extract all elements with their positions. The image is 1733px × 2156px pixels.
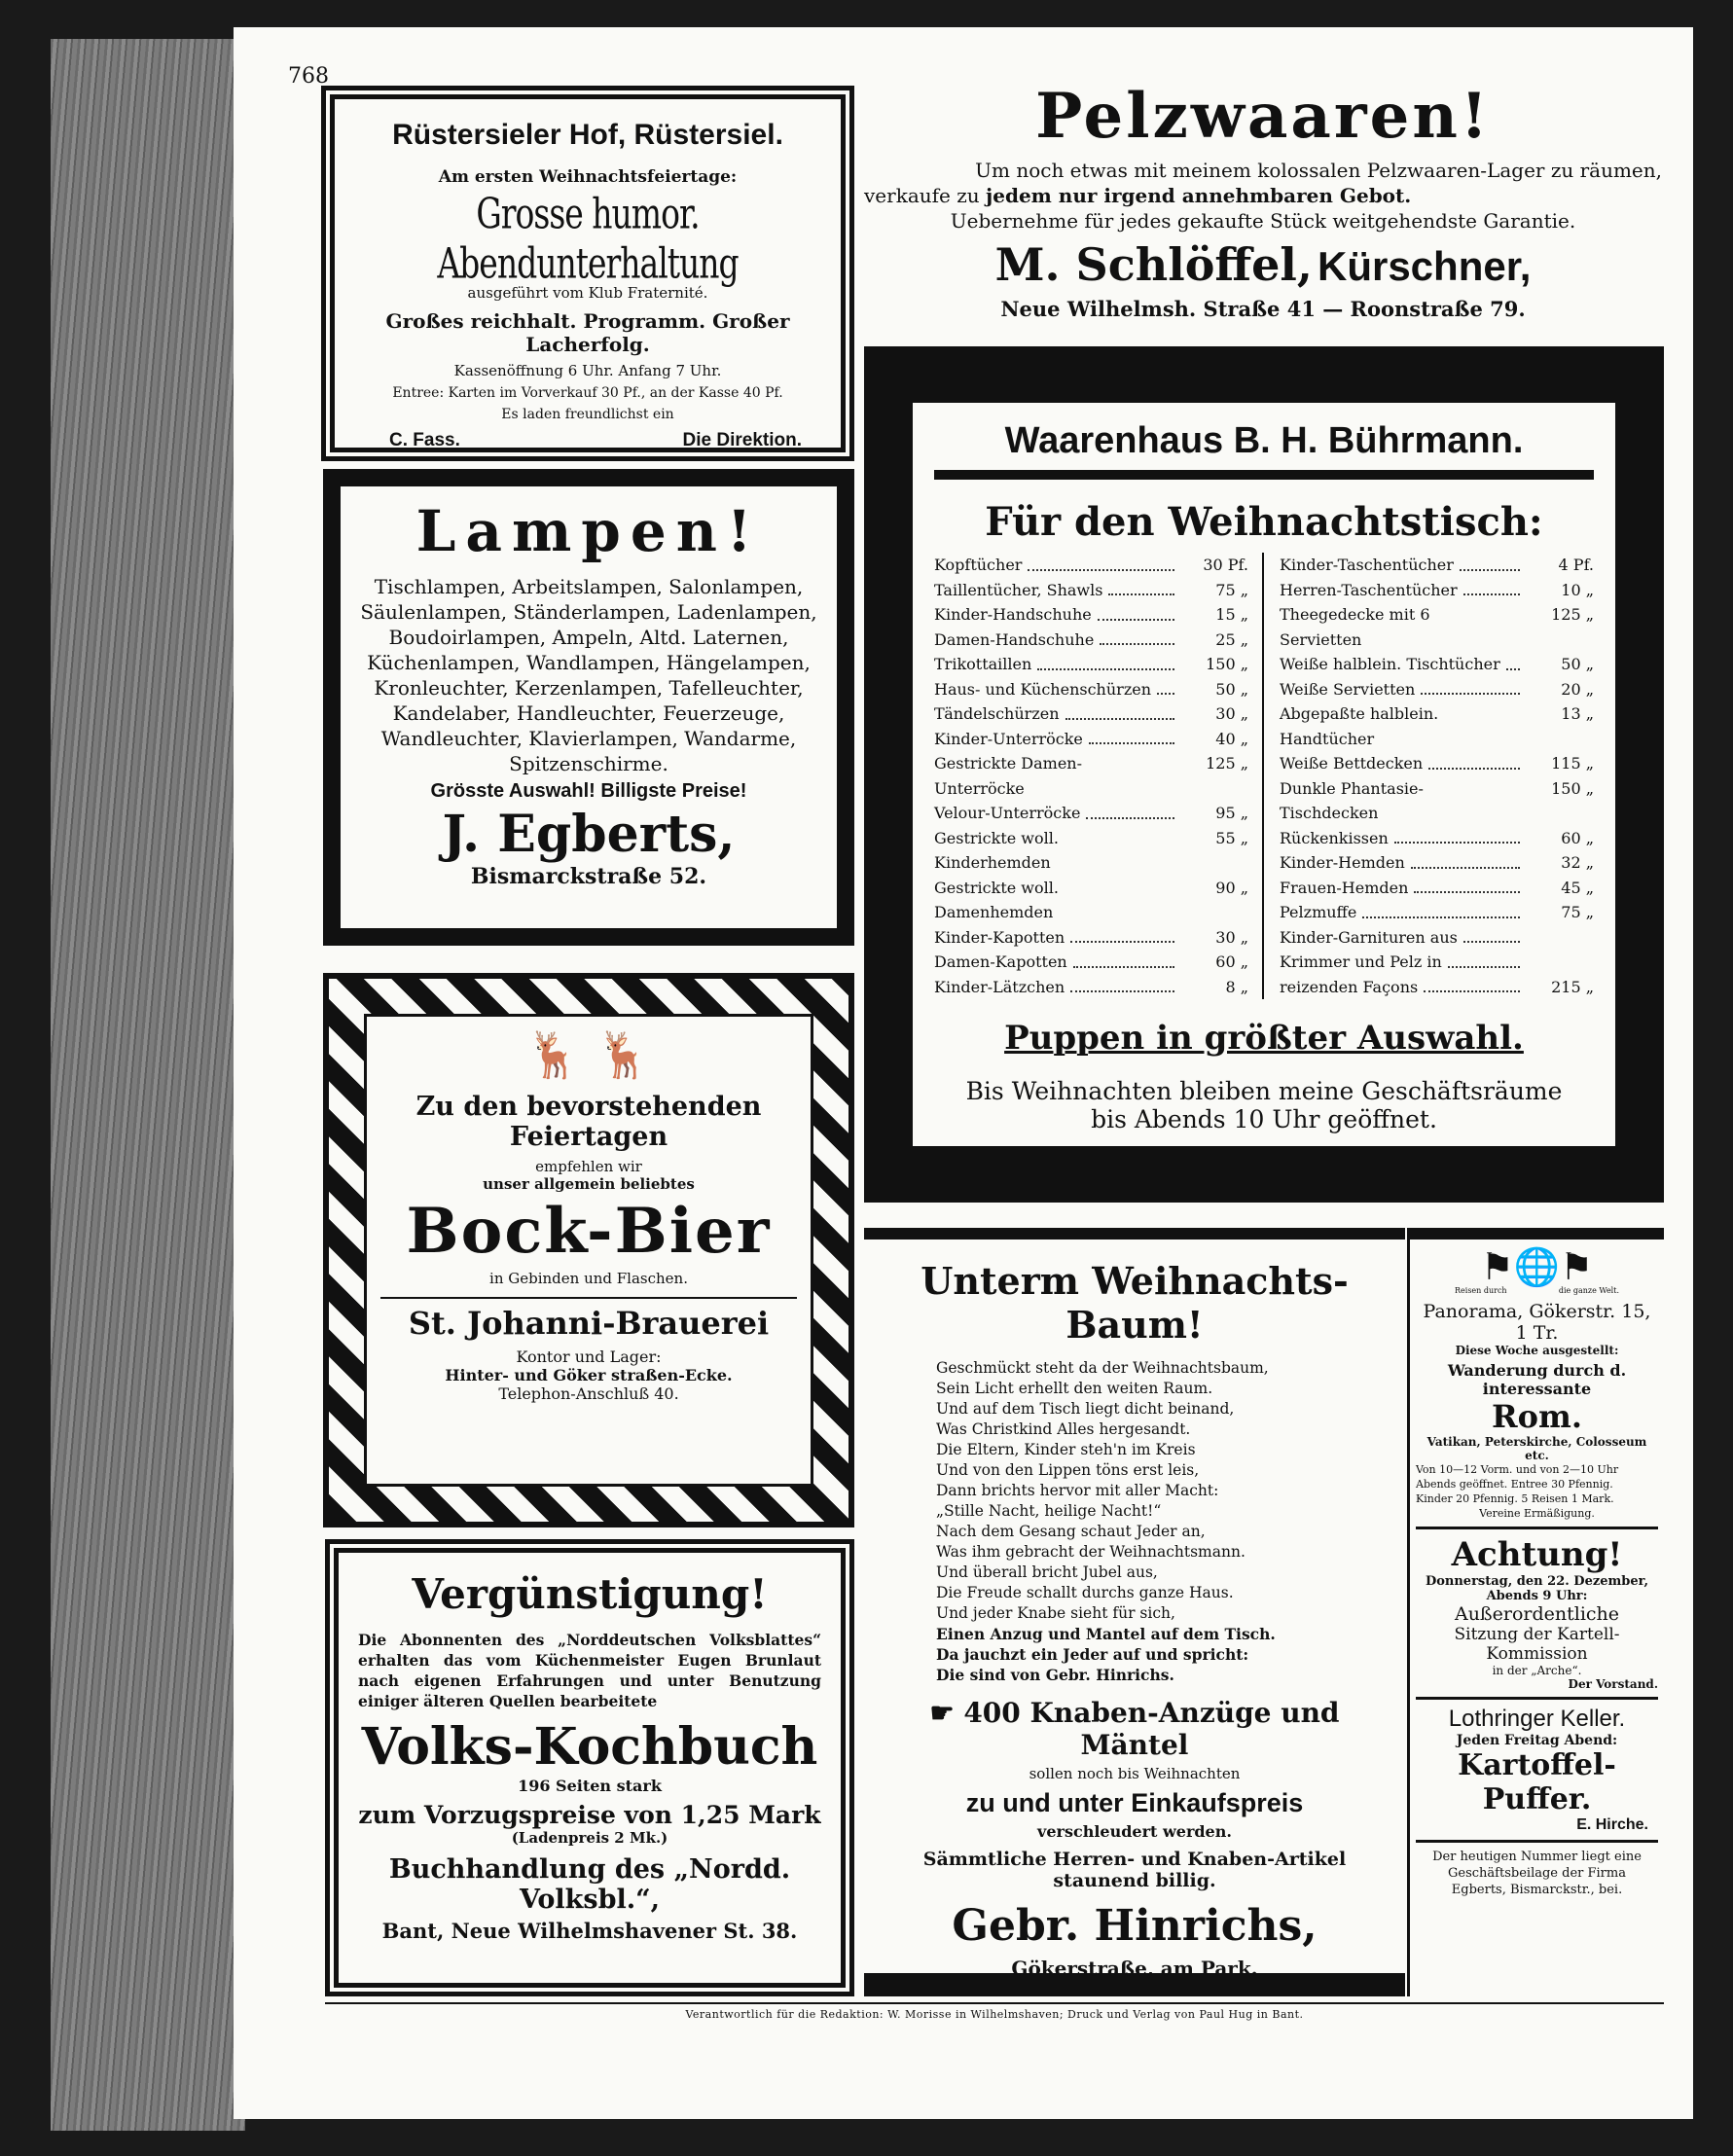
globe-right-text: die ganze Welt. [1558, 1286, 1619, 1295]
price-row [934, 628, 1248, 653]
price-value: 40 „ [1215, 729, 1248, 748]
price-row [1280, 900, 1594, 925]
price-value: 25 „ [1215, 629, 1248, 649]
ruestersiel-title: Rüstersieler Hof, Rüstersiel. [392, 119, 783, 151]
poem-line: Nach dem Gesang schaut Jeder an, [936, 1523, 1206, 1540]
poem-line: Und jeder Knabe sieht für sich, [936, 1604, 1175, 1622]
price-row [934, 751, 1248, 801]
price-value: 125 „ [1206, 754, 1248, 773]
price-value [1526, 950, 1594, 975]
hinrichs-poem [936, 1358, 1395, 1685]
poem-line: Die Eltern, Kinder steh'n im Kreis [936, 1441, 1196, 1458]
bockbier-line1: Zu den bevorstehenden Feiertagen [415, 1092, 762, 1152]
achtung-line5: in der „Arche“. [1492, 1664, 1582, 1677]
achtung-line3: Außerordentliche [1454, 1603, 1620, 1625]
price-item: Damen-Kapotten [934, 952, 1067, 971]
verg-book: Volks-Kochbuch [361, 1717, 818, 1777]
lampen-line: Boudoirlampen, Ampeln, Altd. Laternen, [388, 626, 789, 649]
achtung-line2: Abends 9 Uhr: [1486, 1589, 1588, 1603]
ruestersiel-line5: Entree: Karten im Vorverkauf 30 Pf., an der Kasse 40 Pf. [392, 385, 783, 401]
ad-panorama [1416, 1247, 1658, 1529]
price-item: reizenden Façons [1280, 977, 1419, 996]
price-item: Taillentücher, Shawls [934, 580, 1103, 599]
achtung-line1: Donnerstag, den 22. Dezember, [1425, 1574, 1649, 1589]
ruestersiel-line1: Am ersten Weihnachtsfeiertage: [438, 167, 738, 187]
poem-line: Und auf dem Tisch liegt dicht beinand, [936, 1400, 1235, 1418]
leader-dots [1073, 950, 1174, 968]
poem-line: Dann brichts hervor mit aller Macht: [936, 1482, 1219, 1499]
buehrmann-panel [913, 403, 1615, 1146]
price-value: 215 „ [1551, 977, 1594, 996]
leader-dots [1460, 553, 1520, 571]
achtung-title: Achtung! [1451, 1535, 1623, 1574]
leader-dots [1463, 578, 1520, 596]
price-row [934, 578, 1248, 603]
lampen-line: Kronleuchter, Kerzenlampen, Tafelleuchter, [374, 676, 804, 700]
leader-dots [1037, 652, 1174, 670]
ad-ruestersiel [321, 86, 854, 461]
pelz-line3: Uebernehme für jedes gekaufte Stück weitgehendste Garantie. [950, 209, 1576, 233]
ad-lampen [323, 469, 854, 946]
hinrichs-offer-text: 400 Knaben-Anzüge und Mäntel [963, 1697, 1340, 1761]
price-row [1280, 751, 1594, 776]
right-column [1407, 1228, 1664, 1996]
price-item: Pelzmuffe [1280, 903, 1357, 921]
buehrmann-footer2: bis Abends 10 Uhr geöffnet. [1091, 1105, 1437, 1133]
poem-line: Die sind von Gebr. Hinrichs. [936, 1666, 1174, 1684]
price-row [1280, 553, 1594, 578]
price-row [1280, 578, 1594, 603]
poem-line: Da jauchzt ein Jeder auf und spricht: [936, 1645, 1249, 1664]
price-row [934, 950, 1248, 975]
price-item: Kinder-Taschentücher [1280, 556, 1454, 574]
price-item: Theegedecke mit 6 Servietten [1280, 605, 1430, 649]
leader-dots [1362, 900, 1520, 918]
bockbier-line6: Hinter- und Göker straßen-Ecke. [445, 1366, 733, 1384]
lothringer-title: Lothringer Keller. [1448, 1706, 1626, 1732]
price-item: Weiße Servietten [1280, 679, 1416, 699]
lothringer-headline: Kartoffel-Puffer. [1458, 1748, 1616, 1816]
lothringer-sign: E. Hirche. [1576, 1816, 1648, 1833]
panorama-line4: Von 10—12 Vorm. und von 2—10 Uhr [1416, 1463, 1619, 1476]
panorama-city: Rom. [1492, 1398, 1582, 1435]
price-item: Kinder-Kapotten [934, 927, 1065, 947]
lampen-slogan: Grösste Auswahl! Billigste Preise! [430, 780, 747, 802]
hinrichs-title: Unterm Weihnachts-Baum! [921, 1259, 1349, 1347]
ad-achtung [1416, 1529, 1658, 1700]
leader-dots [1100, 628, 1174, 646]
price-item: Abgepaßte halblein. Handtücher [1280, 704, 1439, 748]
price-row [1280, 950, 1594, 975]
bockbier-line4: in Gebinden und Flaschen. [489, 1270, 688, 1287]
lampen-line: Tischlampen, Arbeitslampen, Salonlampen, [374, 575, 804, 598]
bockbier-deer-icon: 🦌 🦌 [525, 1028, 652, 1081]
leader-dots [1098, 602, 1174, 621]
price-row [1280, 826, 1594, 851]
price-item: Kinder-Hemden [1280, 853, 1405, 872]
leader-dots [1028, 553, 1174, 571]
leader-dots [1070, 975, 1174, 993]
verg-text: Die Abonnenten des „Norddeutschen Volksblattes“ erhalten das vom Küchenmeister Eugen Brunlaut nach eigenen Erfahrungen und unter Benutzung einiger älteren Quellen bearbeitete [358, 1631, 821, 1710]
leader-dots [1157, 677, 1174, 696]
price-item: Kopftücher [934, 556, 1023, 574]
buehrmann-price-list [934, 553, 1594, 999]
poem-line: Geschmückt steht da der Weihnachtsbaum, [936, 1359, 1269, 1377]
ad-buehrmann [864, 346, 1664, 1203]
price-value: 30 „ [1215, 927, 1248, 947]
pelz-line1: Um noch etwas mit meinem kolossalen Pelzwaaren-Lager zu räumen, [975, 159, 1662, 182]
lothringer-line1: Jeden Freitag Abend: [1456, 1733, 1618, 1748]
pelz-line2a: verkaufe zu [864, 184, 980, 207]
poem-line: Die Freude schallt durchs ganze Haus. [936, 1584, 1234, 1601]
verg-regular: (Ladenpreis 2 Mk.) [511, 1829, 668, 1847]
panorama-line5: Abends geöffnet. Entree 30 Pfennig. [1416, 1478, 1613, 1491]
price-value: 55 „ [1215, 828, 1248, 847]
price-item: Gestrickte woll. Damenhemden [934, 878, 1059, 921]
ad-hinrichs [864, 1228, 1405, 1996]
hinrichs-line4: Sämmtliche Herren- und Knaben-Artikel staunend billig. [922, 1849, 1347, 1891]
buehrmann-left-column [934, 553, 1264, 999]
price-row [1280, 677, 1594, 702]
leader-dots [1070, 925, 1174, 944]
price-row [1280, 975, 1594, 1000]
poem-line: Sein Licht erhellt den weiten Raum. [936, 1380, 1213, 1397]
price-value: 150 „ [1206, 655, 1248, 673]
globe-flags-icon: ⚑🌐⚑ [1480, 1245, 1594, 1288]
pelz-address: Neue Wilhelmsh. Straße 41 — Roonstraße 79. [1000, 297, 1526, 321]
price-value: 75 „ [1215, 580, 1248, 599]
price-row [934, 925, 1248, 951]
bockbier-brewery: St. Johanni-Brauerei [380, 1297, 797, 1342]
price-value: 50 „ [1561, 655, 1594, 673]
bockbier-line3: unser allgemein beliebtes [483, 1175, 695, 1193]
price-value: 150 „ [1551, 778, 1594, 798]
hinrichs-line2: zu und unter Einkaufspreis [965, 1788, 1304, 1817]
lampen-address: Bismarckstraße 52. [470, 864, 707, 889]
bockbier-panel [364, 1014, 813, 1487]
price-row [934, 677, 1248, 702]
leader-dots [1414, 876, 1520, 894]
bockbier-line5: Kontor und Lager: [516, 1348, 662, 1366]
price-item: Rückenkissen [1280, 828, 1389, 847]
price-item: Velour-Unterröcke [934, 804, 1081, 822]
price-value: 50 „ [1215, 679, 1248, 699]
lampen-line: Wandleuchter, Klavierlampen, Wandarme, [380, 727, 797, 750]
pelz-title: Pelzwaaren! [1035, 80, 1491, 153]
price-value [1526, 925, 1594, 951]
price-row [934, 801, 1248, 826]
price-value: 60 „ [1215, 952, 1248, 971]
price-row [1280, 776, 1594, 826]
leader-dots [1411, 850, 1520, 869]
price-row [934, 975, 1248, 1000]
price-value: 30 „ [1215, 704, 1248, 723]
price-value: 32 „ [1561, 853, 1594, 872]
buehrmann-puppen: Puppen in größter Auswahl. [1004, 1019, 1524, 1058]
poem-line: Was Christkind Alles hergesandt. [936, 1420, 1191, 1438]
price-item: Frauen-Hemden [1280, 878, 1409, 897]
ruestersiel-line3: Großes reichhalt. Programm. Großer Lacherfolg. [385, 309, 790, 356]
price-item: Trikottaillen [934, 655, 1032, 673]
pointing-hand-icon: ☛ [929, 1697, 964, 1729]
price-value: 20 „ [1561, 679, 1594, 699]
leader-dots [1086, 801, 1174, 819]
price-item: Tändelschürzen [934, 704, 1060, 723]
price-row [934, 701, 1248, 727]
price-item: Gestrickte woll. Kinderhemden [934, 828, 1059, 872]
lampen-line: Spitzenschirme. [509, 752, 668, 775]
leader-dots [1394, 826, 1520, 844]
price-value: 45 „ [1561, 878, 1594, 897]
price-value: 15 „ [1215, 605, 1248, 624]
lampen-title: Lampen! [415, 498, 762, 564]
bockbier-line7: Telephon-Anschluß 40. [498, 1384, 679, 1403]
price-row [1280, 876, 1594, 901]
pelz-name: M. Schlöffel, [994, 238, 1313, 291]
ruestersiel-left-sign: C. Fass. [389, 430, 460, 450]
price-row [1280, 652, 1594, 677]
hinrichs-line1: sollen noch bis Weihnachten [1029, 1765, 1241, 1782]
ad-verguenstigung [325, 1539, 854, 1996]
hinrichs-line3: verschleudert werden. [1037, 1822, 1232, 1841]
achtung-line6: Der Vorstand. [1568, 1677, 1658, 1691]
poem-line: Was ihm gebracht der Weihnachtsmann. [936, 1543, 1246, 1561]
book-spine [51, 39, 245, 2131]
price-value: 60 „ [1561, 828, 1594, 847]
ad-bockbier [323, 973, 854, 1527]
price-row [1280, 850, 1594, 876]
page-number: 768 [288, 64, 329, 89]
price-item: Kinder-Garnituren aus [1280, 927, 1458, 947]
price-item: Kinder-Handschuhe [934, 605, 1092, 624]
price-item: Dunkle Phantasie-Tischdecken [1280, 778, 1424, 822]
price-row [934, 727, 1248, 752]
panorama-title: Panorama, Gökerstr. 15, 1 Tr. [1423, 1301, 1651, 1344]
hinrichs-name: Gebr. Hinrichs, [952, 1901, 1318, 1951]
bockbier-line2: empfehlen wir [535, 1158, 642, 1175]
verg-pages: 196 Seiten stark [518, 1777, 662, 1795]
price-item: Kinder-Unterröcke [934, 729, 1083, 748]
panorama-line7: Vereine Ermäßigung. [1479, 1507, 1595, 1520]
panorama-details [1416, 1462, 1658, 1521]
price-value: 4 Pf. [1558, 556, 1594, 574]
price-value: 75 „ [1561, 903, 1594, 921]
price-value: 95 „ [1215, 804, 1248, 822]
price-item: Krimmer und Pelz in [1280, 952, 1442, 971]
leader-dots [1424, 975, 1520, 993]
price-value: 13 „ [1561, 704, 1594, 723]
leader-dots [1089, 727, 1174, 745]
beilage-note: Der heutigen Nummer liegt eine Geschäftsbeilage der Firma Egberts, Bismarckstr., bei. [1432, 1850, 1642, 1897]
poem-line: Einen Anzug und Mantel auf dem Tisch. [936, 1625, 1276, 1643]
leader-dots [1108, 578, 1174, 596]
price-row [1280, 602, 1594, 652]
verg-price: zum Vorzugspreise von 1,25 Mark [358, 1801, 821, 1829]
bockbier-title: Bock-Bier [406, 1195, 772, 1268]
leader-dots [1506, 652, 1520, 670]
price-item: Kinder-Lätzchen [934, 977, 1065, 996]
ruestersiel-line4: Kassenöffnung 6 Uhr. Anfang 7 Uhr. [453, 362, 722, 379]
poem-line: „Stille Nacht, heilige Nacht!“ [936, 1502, 1162, 1520]
hinrichs-offer [874, 1697, 1395, 1761]
ruestersiel-right-sign: Die Direktion. [682, 430, 802, 450]
achtung-line4: Sitzung der Kartell-Kommission [1454, 1625, 1620, 1664]
price-row [934, 652, 1248, 677]
lampen-list [348, 574, 829, 776]
lampen-line: Kandelaber, Handleuchter, Feuerzeuge, [392, 701, 785, 725]
price-value: 115 „ [1551, 754, 1594, 773]
ruestersiel-line2: ausgeführt vom Klub Fraternité. [467, 284, 708, 302]
ad-pelzwaaren [864, 80, 1662, 342]
poem-line: Und überall bricht Jubel aus, [936, 1563, 1158, 1581]
price-value: 8 „ [1225, 977, 1248, 996]
price-row [1280, 925, 1594, 951]
price-item: Haus- und Küchenschürzen [934, 679, 1152, 699]
price-item: Damen-Handschuhe [934, 629, 1095, 649]
buehrmann-title: Waarenhaus B. H. Bührmann. [934, 420, 1594, 480]
ruestersiel-headline: Grosse humor. Abendunterhaltung [437, 189, 739, 288]
ruestersiel-line6: Es laden freundlichst ein [501, 407, 674, 422]
verg-title: Vergünstigung! [412, 1570, 768, 1618]
buehrmann-right-column [1280, 553, 1594, 999]
price-value: 125 „ [1551, 605, 1594, 624]
imprint: Verantwortlich für die Redaktion: W. Morisse in Wilhelmshaven; Druck und Verlag von Paul Hug in Bant. [325, 2002, 1664, 2021]
panorama-line1: Diese Woche ausgestellt: [1455, 1344, 1619, 1357]
hinrichs-address: Gökerstraße, am Park. [1011, 1957, 1258, 1980]
panorama-line2: Wanderung durch d. interessante [1447, 1361, 1627, 1398]
pelz-line2b: jedem nur irgend annehmbaren Gebot. [986, 184, 1412, 207]
price-item: Herren-Taschentücher [1280, 580, 1458, 599]
lampen-line: Säulenlampen, Ständerlampen, Ladenlampen, [360, 600, 817, 624]
price-value: 90 „ [1215, 878, 1248, 897]
verg-shop: Buchhandlung des „Nordd. Volksbl.“, [388, 1854, 791, 1915]
panorama-line6: Kinder 20 Pfennig. 5 Reisen 1 Mark. [1416, 1492, 1614, 1505]
leader-dots [1448, 950, 1520, 968]
buehrmann-subtitle: Für den Weihnachtstisch: [985, 499, 1543, 545]
price-value: 10 „ [1561, 580, 1594, 599]
price-row [934, 876, 1248, 925]
leader-dots [1421, 677, 1520, 696]
globe-left-text: Reisen durch [1455, 1286, 1507, 1295]
price-item: Gestrickte Damen-Unterröcke [934, 754, 1083, 798]
price-row [934, 553, 1248, 578]
panorama-line3: Vatikan, Peterskirche, Colosseum etc. [1426, 1435, 1647, 1462]
price-value: 30 Pf. [1203, 556, 1248, 574]
leader-dots [1463, 925, 1520, 944]
buehrmann-footer1: Bis Weihnachten bleiben meine Geschäftsräume [965, 1077, 1563, 1105]
leader-dots [1428, 751, 1520, 770]
price-item: Weiße Bettdecken [1280, 754, 1424, 773]
lampen-name: J. Egberts, [442, 805, 736, 864]
lampen-line: Küchenlampen, Wandlampen, Hängelampen, [367, 651, 811, 674]
verg-address: Bant, Neue Wilhelmshavener St. 38. [381, 1919, 798, 1943]
poem-line: Und von den Lippen töns erst leis, [936, 1461, 1200, 1479]
leader-dots [1065, 701, 1174, 720]
price-row [934, 602, 1248, 628]
price-item: Weiße halblein. Tischtücher [1280, 655, 1500, 673]
pelz-trade: Kürschner, [1317, 243, 1532, 289]
price-row [934, 826, 1248, 876]
price-row [1280, 701, 1594, 751]
ad-lothringer [1416, 1700, 1658, 1843]
